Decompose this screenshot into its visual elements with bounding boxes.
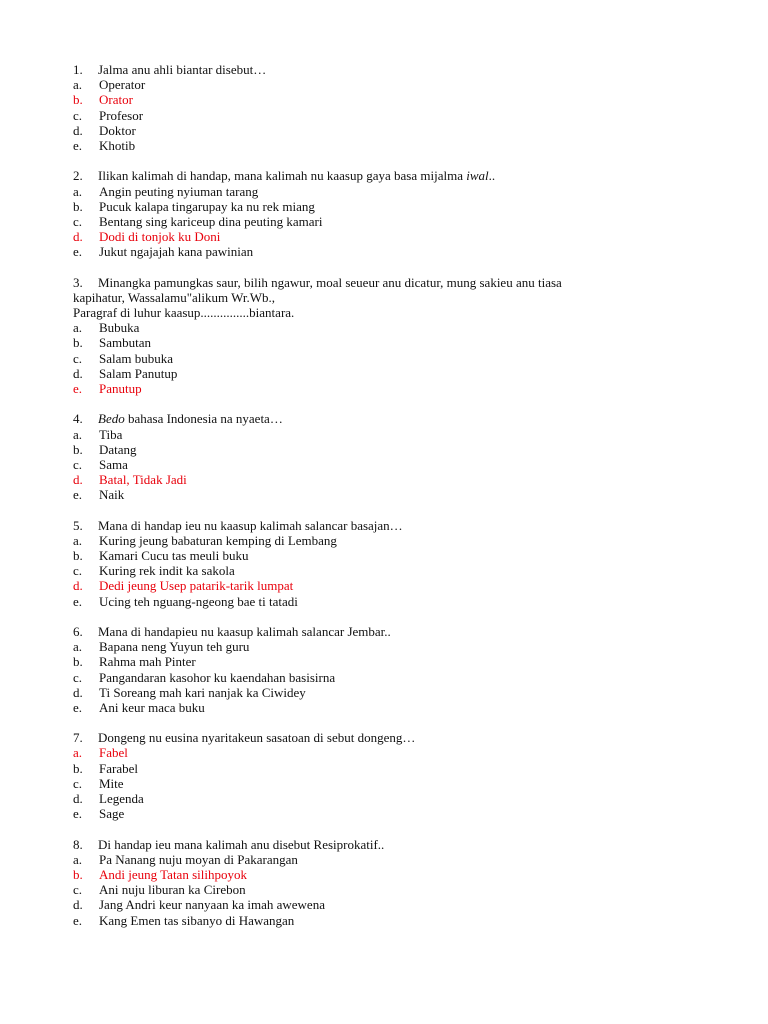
question-stem xyxy=(73,62,693,77)
option-letter: c. xyxy=(73,563,83,579)
option-letter: d. xyxy=(73,791,83,806)
answer-option xyxy=(73,700,693,715)
answer-option-correct xyxy=(73,92,693,107)
option-text: Jang Andri keur nanyaan ka imah awewena xyxy=(99,897,325,913)
option-text: Dodi di tonjok ku Doni xyxy=(99,229,221,245)
question-stem xyxy=(73,275,693,290)
answer-option xyxy=(73,487,693,502)
option-text: Ucing teh nguang-ngeong bae ti tatadi xyxy=(99,593,298,609)
option-text: Doktor xyxy=(99,122,136,138)
answer-option xyxy=(73,214,693,229)
option-letter: c. xyxy=(73,775,83,791)
answer-option xyxy=(73,639,693,654)
option-text: Operator xyxy=(99,77,146,93)
answer-option xyxy=(73,335,693,350)
question-text-part: Mana di handapieu nu kaasup kalimah salancar Jembar.. xyxy=(98,623,391,639)
option-letter: b. xyxy=(73,441,83,457)
question-text-part: Paragraf di luhur kaasup...............biantara. xyxy=(73,305,295,320)
option-letter: c. xyxy=(73,882,83,898)
option-text: Sage xyxy=(99,806,125,822)
option-text: Kamari Cucu tas meuli buku xyxy=(99,548,249,563)
option-text: Legenda xyxy=(99,791,144,806)
answer-option xyxy=(73,244,693,259)
option-letter: a. xyxy=(73,77,83,93)
option-letter: d. xyxy=(73,229,83,245)
answer-option xyxy=(73,427,693,442)
answer-option xyxy=(73,199,693,214)
answer-option xyxy=(73,184,693,199)
question-6 xyxy=(73,624,693,715)
question-text xyxy=(98,518,403,533)
option-letter: b. xyxy=(73,548,83,563)
answer-option-correct xyxy=(73,745,693,760)
option-text: Ani keur maca buku xyxy=(99,699,205,715)
option-letter: b. xyxy=(73,92,83,108)
option-text: Bentang sing kariceup dina peuting kamari xyxy=(99,213,323,229)
option-letter: a. xyxy=(73,851,83,867)
answer-option xyxy=(73,654,693,669)
option-letter: b. xyxy=(73,335,83,351)
answer-option xyxy=(73,882,693,897)
question-number: 2. xyxy=(73,168,83,184)
option-text: Kang Emen tas sibanyo di Hawangan xyxy=(99,912,295,928)
question-number: 7. xyxy=(73,730,83,746)
question-text xyxy=(73,290,275,305)
question-text-part: bahasa Indonesia na nyaeta… xyxy=(124,411,283,427)
answer-option xyxy=(73,108,693,123)
option-letter: d. xyxy=(73,684,83,700)
answer-option xyxy=(73,77,693,92)
answer-option-correct xyxy=(73,578,693,593)
answer-option xyxy=(73,563,693,578)
option-text: Khotib xyxy=(99,137,136,153)
option-text: Profesor xyxy=(99,107,144,123)
question-number: 5. xyxy=(73,517,83,533)
option-letter: e. xyxy=(73,380,83,396)
option-text: Salam Panutup xyxy=(99,365,178,381)
question-text xyxy=(98,837,384,852)
option-text: Ti Soreang mah kari nanjak ka Ciwidey xyxy=(99,684,306,700)
option-letter: e. xyxy=(73,487,83,503)
question-stem xyxy=(73,624,693,639)
answer-option-correct xyxy=(73,472,693,487)
question-5 xyxy=(73,518,693,609)
option-letter: a. xyxy=(73,320,83,336)
option-letter: a. xyxy=(73,183,83,199)
question-text-part: Ilikan kalimah di handap, mana kalimah nu kaasup gaya basa mijalma xyxy=(98,168,467,184)
question-stem xyxy=(73,518,693,533)
option-text: Batal, Tidak Jadi xyxy=(99,472,187,488)
option-letter: e. xyxy=(73,244,83,260)
answer-option xyxy=(73,351,693,366)
option-text: Naik xyxy=(99,487,125,503)
option-letter: e. xyxy=(73,593,83,609)
question-3 xyxy=(73,275,693,397)
question-text-part: kapihatur, Wassalamu"alikum Wr.Wb., xyxy=(73,289,276,305)
answer-option xyxy=(73,457,693,472)
question-number: 3. xyxy=(73,274,83,290)
answer-option-correct xyxy=(73,381,693,396)
option-text: Jukut ngajajah kana pawinian xyxy=(99,244,254,260)
option-text: Sama xyxy=(99,456,128,472)
question-stem xyxy=(73,411,693,426)
option-letter: b. xyxy=(73,866,83,882)
answer-option xyxy=(73,548,693,563)
answer-option-correct xyxy=(73,229,693,244)
option-text: Salam bubuka xyxy=(99,350,174,366)
option-letter: e. xyxy=(73,699,83,715)
option-text: Bapana neng Yuyun teh guru xyxy=(99,639,250,655)
option-text: Kuring jeung babaturan kemping di Lembang xyxy=(99,532,337,548)
question-text xyxy=(98,62,266,77)
option-letter: a. xyxy=(73,639,83,655)
question-number: 8. xyxy=(73,836,83,852)
option-text: Bubuka xyxy=(99,320,140,336)
option-text: Angin peuting nyiuman tarang xyxy=(99,183,259,199)
question-text-part: Jalma anu ahli biantar disebut… xyxy=(98,62,267,77)
answer-option xyxy=(73,791,693,806)
answer-option xyxy=(73,913,693,928)
question-text xyxy=(98,730,415,745)
answer-option xyxy=(73,776,693,791)
option-text: Fabel xyxy=(99,745,128,761)
answer-option xyxy=(73,320,693,335)
question-number: 6. xyxy=(73,623,83,639)
option-text: Pa Nanang nuju moyan di Pakarangan xyxy=(99,851,298,867)
answer-option xyxy=(73,761,693,776)
question-text-part: Di handap ieu mana kalimah anu disebut Resiprokatif.. xyxy=(98,836,385,852)
option-text: Ani nuju liburan ka Cirebon xyxy=(99,882,246,898)
question-stem xyxy=(73,837,693,852)
option-letter: c. xyxy=(73,107,83,123)
question-text xyxy=(98,624,391,639)
question-text xyxy=(73,305,294,320)
answer-option xyxy=(73,123,693,138)
question-1 xyxy=(73,62,693,153)
question-stem-continuation xyxy=(73,305,693,320)
question-number: 1. xyxy=(73,62,83,77)
answer-option xyxy=(73,685,693,700)
question-number: 4. xyxy=(73,411,83,427)
question-4 xyxy=(73,411,693,502)
question-text xyxy=(98,275,562,290)
question-text-part: Mana di handap ieu nu kaasup kalimah salancar basajan… xyxy=(98,517,403,533)
option-letter: c. xyxy=(73,350,83,366)
option-text: Rahma mah Pinter xyxy=(99,654,196,670)
option-letter: d. xyxy=(73,472,83,488)
option-letter: c. xyxy=(73,213,83,229)
answer-option xyxy=(73,442,693,457)
option-text: Tiba xyxy=(99,426,123,442)
question-stem xyxy=(73,730,693,745)
option-letter: d. xyxy=(73,897,83,913)
option-text: Andi jeung Tatan silihpoyok xyxy=(99,866,247,882)
question-text-suffix: .. xyxy=(488,168,496,184)
option-letter: a. xyxy=(73,745,83,761)
answer-option xyxy=(73,533,693,548)
answer-option xyxy=(73,670,693,685)
question-7 xyxy=(73,730,693,821)
option-letter: c. xyxy=(73,456,83,472)
option-text: Orator xyxy=(99,92,133,108)
question-text xyxy=(98,411,283,426)
question-text-part: Dongeng nu eusina nyaritakeun sasatoan di sebut dongeng… xyxy=(98,730,416,746)
option-text: Mite xyxy=(99,775,124,791)
answer-option xyxy=(73,852,693,867)
answer-option xyxy=(73,594,693,609)
option-text: Kuring rek indit ka sakola xyxy=(99,563,235,579)
answer-option xyxy=(73,366,693,381)
option-letter: a. xyxy=(73,532,83,548)
option-letter: c. xyxy=(73,669,83,685)
option-letter: e. xyxy=(73,912,83,928)
option-letter: e. xyxy=(73,137,83,153)
quiz-document xyxy=(73,62,693,943)
question-text xyxy=(98,168,495,183)
option-text: Datang xyxy=(99,441,137,457)
option-letter: d. xyxy=(73,365,83,381)
option-text: Sambutan xyxy=(99,335,151,351)
option-text: Pucuk kalapa tingarupay ka nu rek miang xyxy=(99,198,315,214)
question-stem xyxy=(73,168,693,183)
italic-term: Bedo xyxy=(98,411,125,427)
question-8 xyxy=(73,837,693,928)
option-text: Farabel xyxy=(99,760,138,776)
option-text: Dedi jeung Usep patarik-tarik lumpat xyxy=(99,578,294,594)
answer-option xyxy=(73,897,693,912)
option-letter: b. xyxy=(73,760,83,776)
option-letter: b. xyxy=(73,654,83,670)
question-2 xyxy=(73,168,693,259)
option-letter: d. xyxy=(73,122,83,138)
italic-term: iwal xyxy=(466,168,489,184)
option-letter: a. xyxy=(73,426,83,442)
answer-option xyxy=(73,138,693,153)
option-text: Panutup xyxy=(99,380,142,396)
option-letter: e. xyxy=(73,806,83,822)
option-letter: d. xyxy=(73,578,83,594)
option-text: Pangandaran kasohor ku kaendahan basisirna xyxy=(99,669,336,685)
answer-option xyxy=(73,806,693,821)
question-stem-continuation xyxy=(73,290,693,305)
option-letter: b. xyxy=(73,198,83,214)
answer-option-correct xyxy=(73,867,693,882)
question-text-part: Minangka pamungkas saur, bilih ngawur, moal seueur anu dicatur, mung sakieu anu tiasa xyxy=(98,274,562,290)
